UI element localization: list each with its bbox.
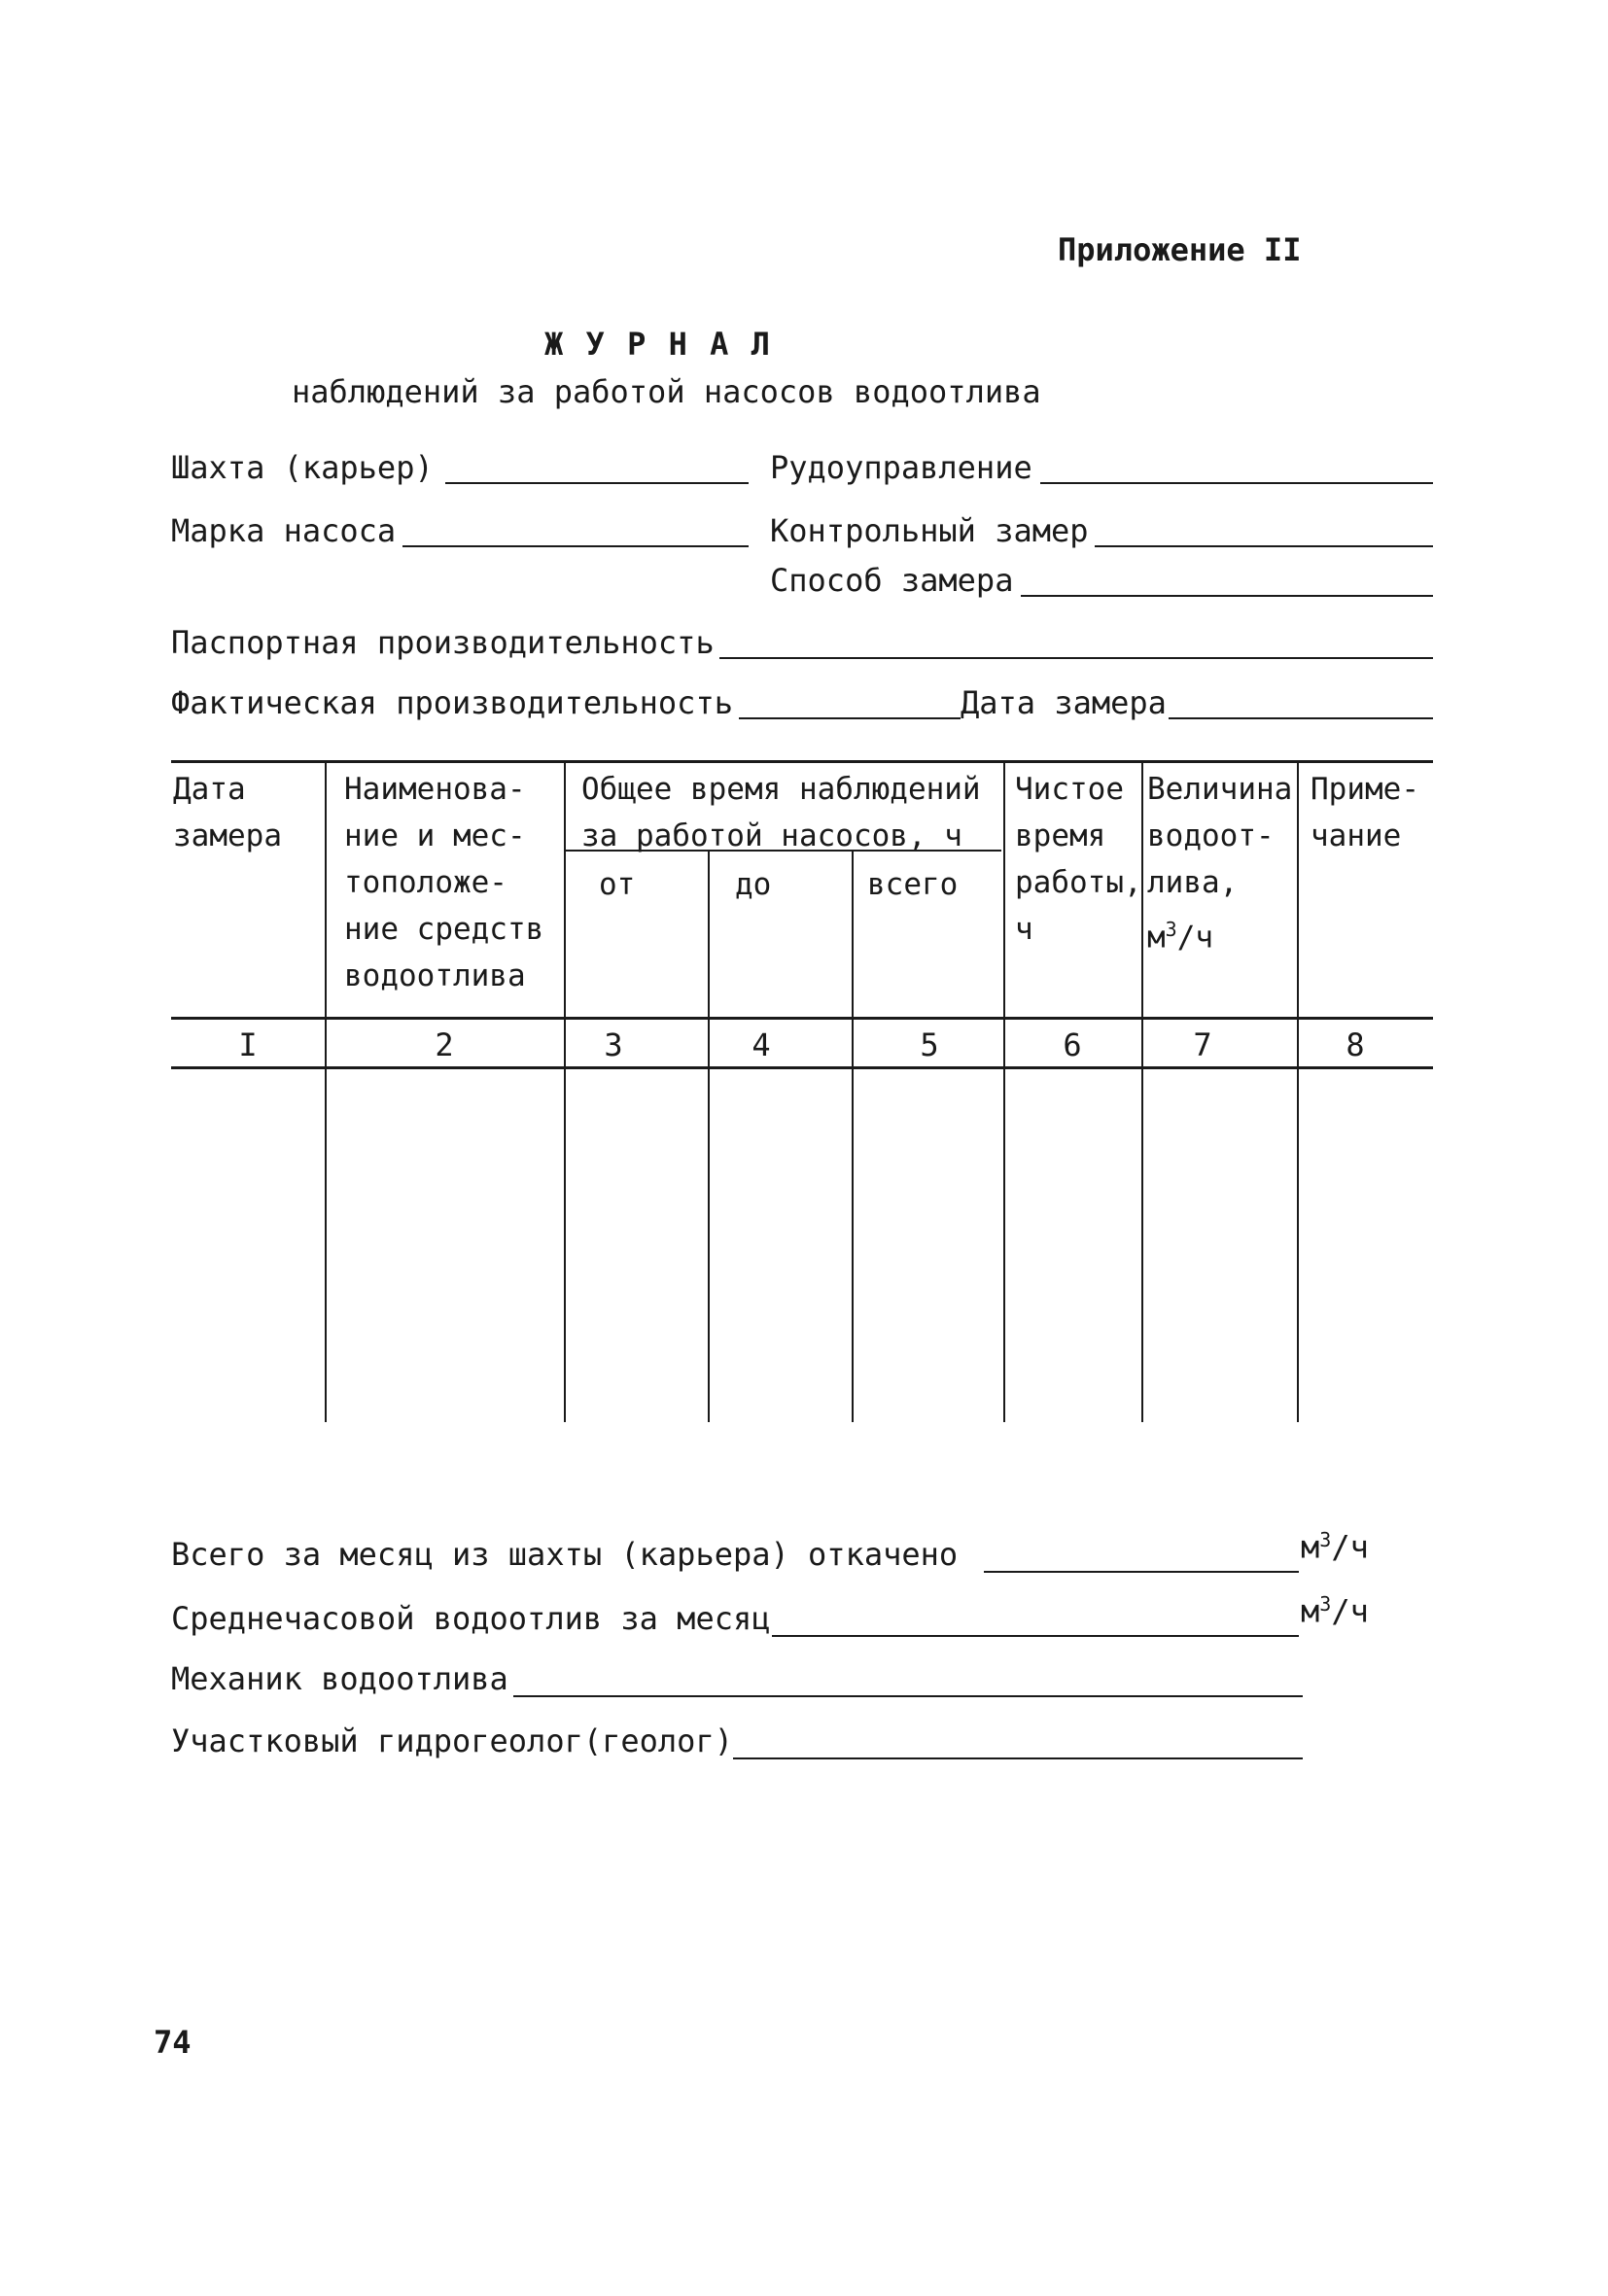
table-numbers-bottom-rule [171,1066,1433,1069]
passport-capacity-field[interactable] [719,657,1433,659]
journal-title: Ж У Р Н А Л [544,326,772,363]
header-name-location: Наименова- ние и мес- тоположе- ние средств водоотлива [344,772,544,993]
col-divider-1 [325,763,327,1422]
col-divider-7 [1297,763,1299,1422]
header-from: от [599,867,636,902]
header-total-observation-time: Общее время наблюдений за работой насосов, ч [581,772,981,853]
col-number-7: 7 [1193,1026,1212,1063]
header-to: до [735,867,772,902]
col-divider-2 [564,763,566,1422]
hydrogeologist-label: Участковый гидрогеолог(геолог) [171,1722,733,1759]
ore-admin-label: Рудоуправление [770,449,1032,486]
actual-capacity-field[interactable] [739,717,961,719]
journal-subtitle: наблюдений за работой насосов водоотлива [292,373,1041,410]
total-month-label: Всего за месяц из шахты (карьера) откачено [171,1536,959,1573]
avg-hourly-unit: $м^3/ч$ [1301,1592,1369,1630]
col-number-1: I [238,1026,258,1063]
table-header-bottom-rule [171,1017,1433,1020]
measure-date-label: Дата замера [961,684,1167,721]
col-divider-5 [1003,763,1005,1422]
measure-method-field[interactable] [1021,595,1433,597]
col-number-4: 4 [752,1026,771,1063]
mine-field[interactable] [445,482,749,484]
header-net-work-time: Чистое время работы, ч [1015,772,1142,947]
hydrogeologist-field[interactable] [733,1757,1303,1759]
col-number-8: 8 [1346,1026,1365,1063]
avg-hourly-label: Среднечасовой водоотлив за месяц [171,1600,771,1637]
avg-hourly-field[interactable] [772,1635,1299,1637]
mechanic-field[interactable] [513,1695,1303,1697]
measure-date-field[interactable] [1169,717,1433,719]
header-date: Дата замера [173,772,282,853]
col-number-3: 3 [604,1026,623,1063]
appendix-label: Приложение II [1058,231,1302,268]
pump-brand-field[interactable] [402,545,749,547]
col-number-2: 2 [435,1026,454,1063]
header-drainage-volume: Величина водоот- лива, $м^3/ч$ [1147,772,1293,956]
page-number: 74 [154,2024,192,2061]
col-number-6: 6 [1063,1026,1082,1063]
pump-brand-label: Марка насоса [171,512,397,549]
actual-capacity-label: Фактическая производительность [171,684,733,721]
mechanic-label: Механик водоотлива [171,1660,508,1697]
header-total: всего [867,867,959,902]
control-measure-field[interactable] [1095,545,1433,547]
col-divider-3 [708,850,710,1422]
measure-method-label: Способ замера [770,562,1014,599]
col-number-5: 5 [920,1026,939,1063]
col-divider-4 [852,850,854,1422]
ore-admin-field[interactable] [1040,482,1433,484]
mine-label: Шахта (карьер) [171,449,434,486]
total-month-field[interactable] [984,1571,1299,1573]
control-measure-label: Контрольный замер [770,512,1089,549]
passport-capacity-label: Паспортная производительность [171,624,715,661]
table-top-rule [171,760,1433,763]
total-month-unit: $м^3/ч$ [1301,1528,1369,1566]
header-note: Приме- чание [1311,772,1419,853]
